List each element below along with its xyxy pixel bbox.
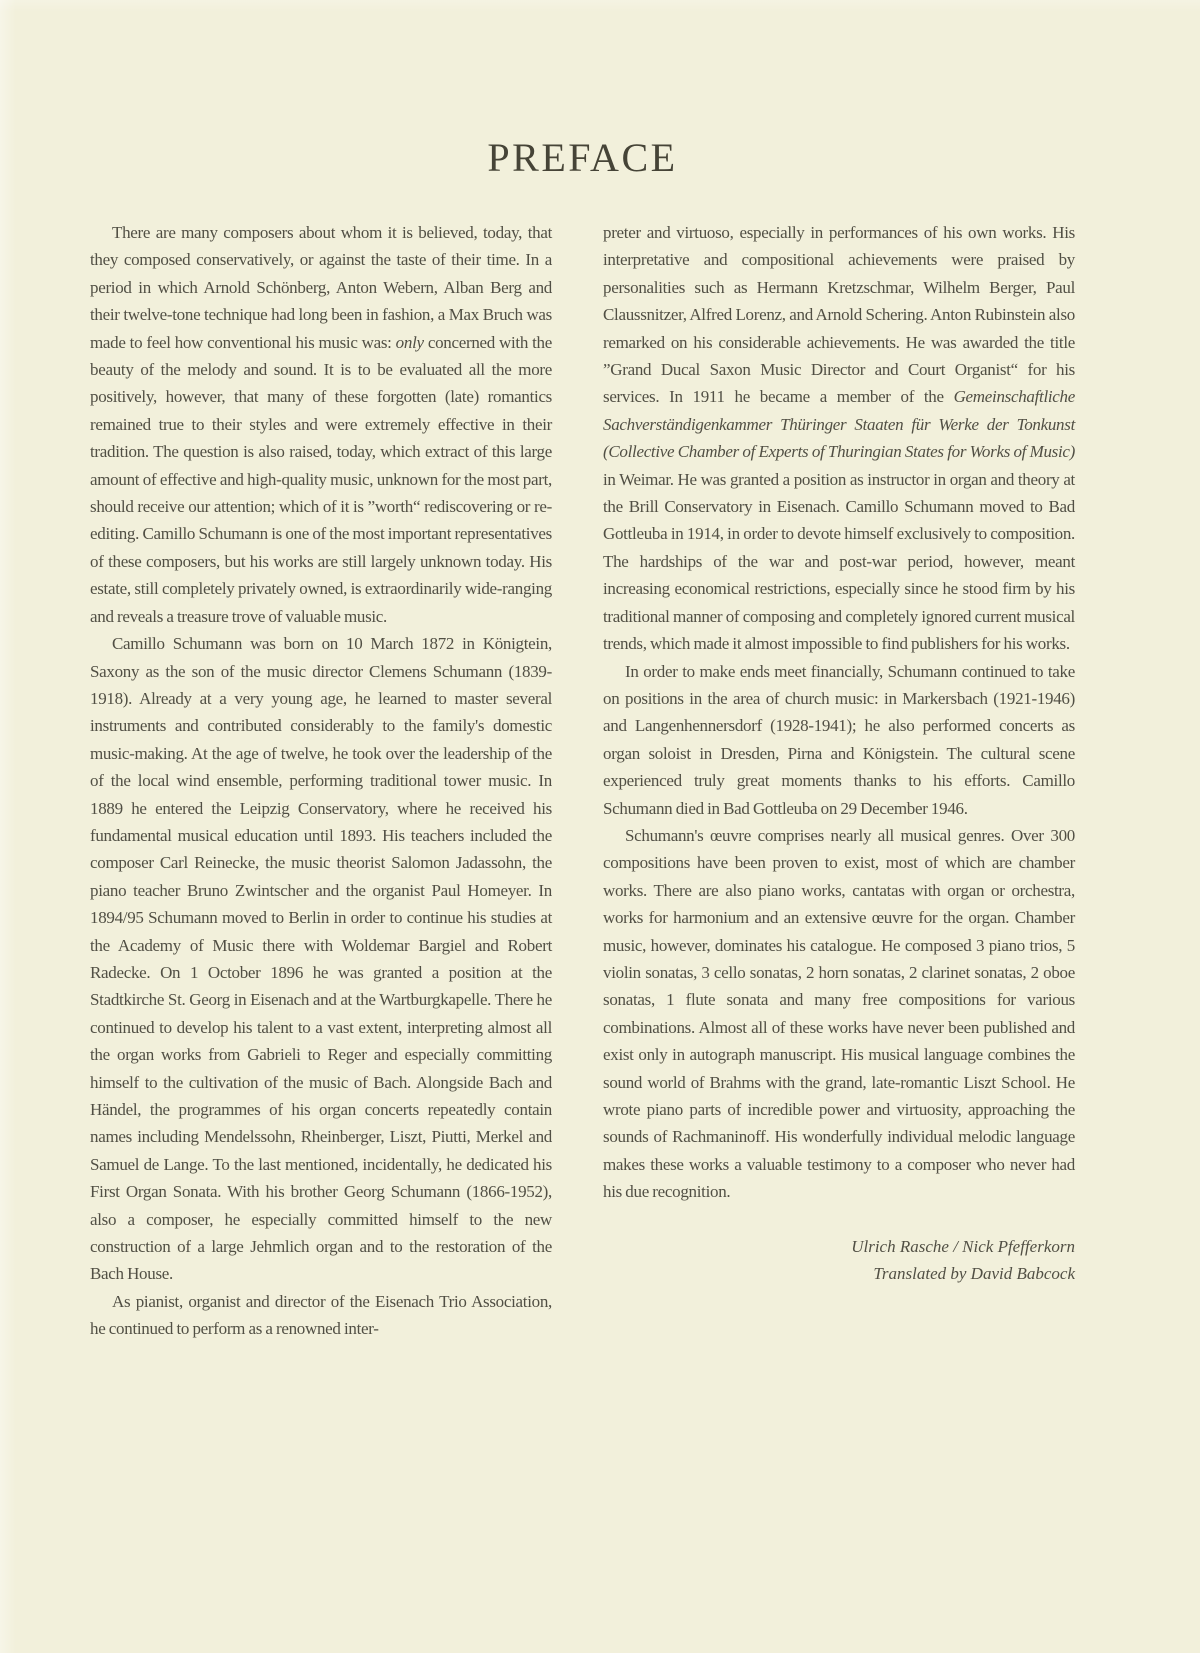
left-text-column <box>90 219 552 1343</box>
paragraph: Schumann's œuvre comprises nearly all musical genres. Over 300 compositions have been proven to exist, most of which are chamber works. There are also piano works, cantatas with organ or orchestra, works for harmonium and an extensive œuvre for the organ. Chamber music, however, dominates his catalogue. He composed 3 piano trios, 5 violin sonatas, 3 cello sonatas, 2 horn sonatas, 2 clarinet sonatas, 2 oboe sonatas, 1 flute sonata and many free compositions for various combinations. Almost all of these works have never been published and exist only in autograph manuscript. His musical language combines the sound world of Brahms with the grand, late-romantic Liszt School. He wrote piano parts of incredible power and virtuosity, approaching the sounds of Rachmaninoff. His wonderfully individual melodic language makes these works a valuable testimony to a composer who never had his due recognition. <box>603 825 1075 1202</box>
right-text-column <box>603 219 1075 1287</box>
paragraph: preter and virtuoso, especially in performances of his own works. His interpretative and compositional achievements were praised by personalities such as Hermann Kretzschmar, Wilhelm Berger, Paul Claussnitzer, Alfred Lorenz, and Arnold Schering. Anton Rubinstein also remarked on his considerable achievements. He was awarded the title ”Grand Ducal Saxon Music Director and Court Organist“ for his services. In 1911 he became a member of the Gemeinschaftliche Sachverständigenkammer Thüringer Staaten für Werke der Tonkunst (Collective Chamber of Experts of Thuringian States for Works of Music) in Weimar. He was granted a position as instructor in organ and theory at the Brill Conservatory in Eisenach. Camillo Schumann moved to Bad Gottleuba in 1914, in order to devote himself exclusively to composition. The hardships of the war and post-war period, however, meant increasing economical restrictions, especially since he stood firm by his traditional manner of composing and completely ignored current musical trends, which made it almost impossible to find publishers for his works. <box>603 223 1075 654</box>
credits <box>603 1233 1075 1288</box>
paragraph: As pianist, organist and director of the Eisenach Trio Association, he continued to perform as a renowned inter- <box>90 1291 552 1339</box>
page-title: PREFACE <box>487 135 678 180</box>
paragraph: In order to make ends meet financially, Schumann continued to take on positions in the area of church music: in Markersbach (1921-1946) and Langenhennersdorf (1928-1941); he also performed concerts as organ soloist in Dresden, Pirna and Königstein. The cultural scene experienced truly great moments thanks to his efforts. Camillo Schumann died in Bad Gottleuba on 29 December 1946. <box>603 661 1075 818</box>
paragraph: There are many composers about whom it is believed, today, that they composed conservatively, or against the taste of their time. In a period in which Arnold Schönberg, Anton Webern, Alban Berg and their twelve-tone technique had long been in fashion, a Max Bruch was made to feel how conventional his music was: only concerned with the beauty of the melody and sound. It is to be evaluated all the more positively, however, that many of these forgotten (late) romantics remained true to their styles and were extremely effective in their tradition. The question is also raised, today, which extract of this large amount of effective and high-quality music, unknown for the most part, should receive our attention; which of it is ”worth“ rediscovering or re-editing. Camillo Schumann is one of the most important representatives of these composers, but his works are still largely unknown today. His estate, still completely privately owned, is extraordinarily wide-ranging and reveals a treasure trove of valuable music. <box>90 223 552 626</box>
credit-translator: Translated by David Babcock <box>873 1264 1075 1284</box>
credit-authors: Ulrich Rasche / Nick Pfefferkorn <box>851 1236 1075 1256</box>
paragraph: Camillo Schumann was born on 10 March 1872 in Königtein, Saxony as the son of the music director Clemens Schumann (1839-1918). Already at a very young age, he learned to master several instruments and contributed considerably to the family's domestic music-making. At the age of twelve, he took over the leadership of the of the local wind ensemble, performing traditional tower music. In 1889 he entered the Leipzig Conservatory, where he received his fundamental musical education until 1893. His teachers included the composer Carl Reinecke, the music theorist Salomon Jadassohn, the piano teacher Bruno Zwintscher and the organist Paul Homeyer. In 1894/95 Schumann moved to Berlin in order to continue his studies at the Academy of Music there with Woldemar Bargiel and Robert Radecke. On 1 October 1896 he was granted a position at the Stadtkirche St. Georg in Eisenach and at the Wartburgkapelle. There he continued to develop his talent to a vast extent, interpreting almost all the organ works from Gabrieli to Reger and especially committing himself to the cultivation of the music of Bach. Alongside Bach and Händel, the programmes of his organ concerts repeatedly contain names including Mendelssohn, Rheinberger, Liszt, Piutti, Merkel and Samuel de Lange. To the last mentioned, incidentally, he dedicated his First Organ Sonata. With his brother Georg Schumann (1866-1952), also a composer, he especially committed himself to the new construction of a large Jehmlich organ and to the restoration of the Bach House. <box>90 634 552 1284</box>
